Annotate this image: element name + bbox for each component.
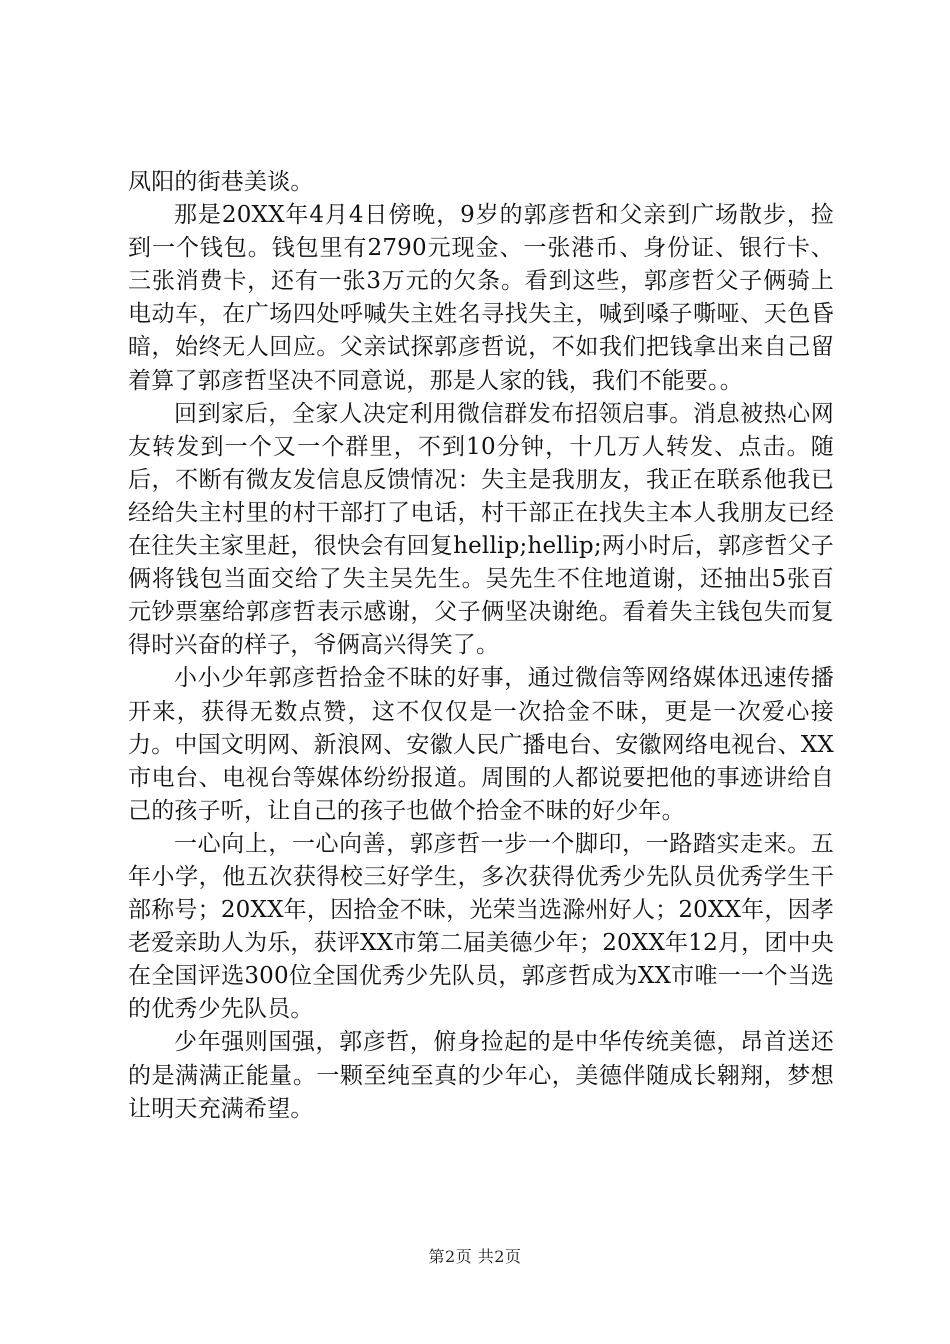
document-body (128, 166, 834, 1126)
paragraph-media-coverage: 小小少年郭彦哲拾金不昧的好事，通过微信等网络媒体迅速传播开来，获得无数点赞，这不仅仅是一次拾金不昧，更是一次爱心接力。中国文明网、新浪网、安徽人民广播电台、安徽网络电视台、XX市电台、电视台等媒体纷纷报道。周围的人都说要把他的事迹讲给自己的孩子听，让自己的孩子也做个拾金不昧的好少年。 (128, 665, 834, 824)
paragraph-wechat-notice: 回到家后，全家人决定利用微信群发布招领启事。消息被热心网友转发到一个又一个群里，不到10分钟，十几万人转发、点击。随后，不断有微友发信息反馈情况：失主是我朋友，我正在联系他我已经给失主村里的村干部打了电话，村干部正在找失主本人我朋友已经在往失主家里赶，很快会有回复hellip;hellip;两小时后，郭彦哲父子俩将钱包当面交给了失主吴先生。吴先生不住地道谢，还抽出5张百元钞票塞给郭彦哲表示感谢，父子俩坚决谢绝。看着失主钱包失而复得时兴奋的样子，爷俩高兴得笑了。 (128, 400, 834, 659)
paragraph-honors: 一心向上，一心向善，郭彦哲一步一个脚印，一路踏实走来。五年小学，他五次获得校三好学生，多次获得优秀少先队员优秀学生干部称号；20XX年，因拾金不昧，光荣当选滁州好人；20XX年，因孝老爱亲助人为乐，获评XX市第二届美德少年；20XX年12月，团中央在全国评选300位全国优秀少先队员，郭彦哲成为XX市唯一一个当选的优秀少先队员。 (128, 830, 834, 1023)
paragraph-continuation: 凤阳的街巷美谈。 (128, 169, 314, 195)
paragraph-conclusion: 少年强则国强，郭彦哲，俯身捡起的是中华传统美德，昂首送还的是满满正能量。一颗至纯至真的少年心，美德伴随成长翱翔，梦想让明天充满希望。 (128, 1029, 834, 1122)
page-number-footer: 第2页 共2页 (428, 1247, 522, 1266)
paragraph-wallet-found: 那是20XX年4月4日傍晚，9岁的郭彦哲和父亲到广场散步，捡到一个钱包。钱包里有2790元现金、一张港币、身份证、银行卡、三张消费卡，还有一张3万元的欠条。看到这些，郭彦哲父子俩骑上电动车，在广场四处呼喊失主姓名寻找失主，喊到嗓子嘶哑、天色昏暗，始终无人回应。父亲试探郭彦哲说，不如我们把钱拿出来自己留着算了郭彦哲坚决不同意说，那是人家的钱，我们不能要。。 (128, 202, 834, 394)
